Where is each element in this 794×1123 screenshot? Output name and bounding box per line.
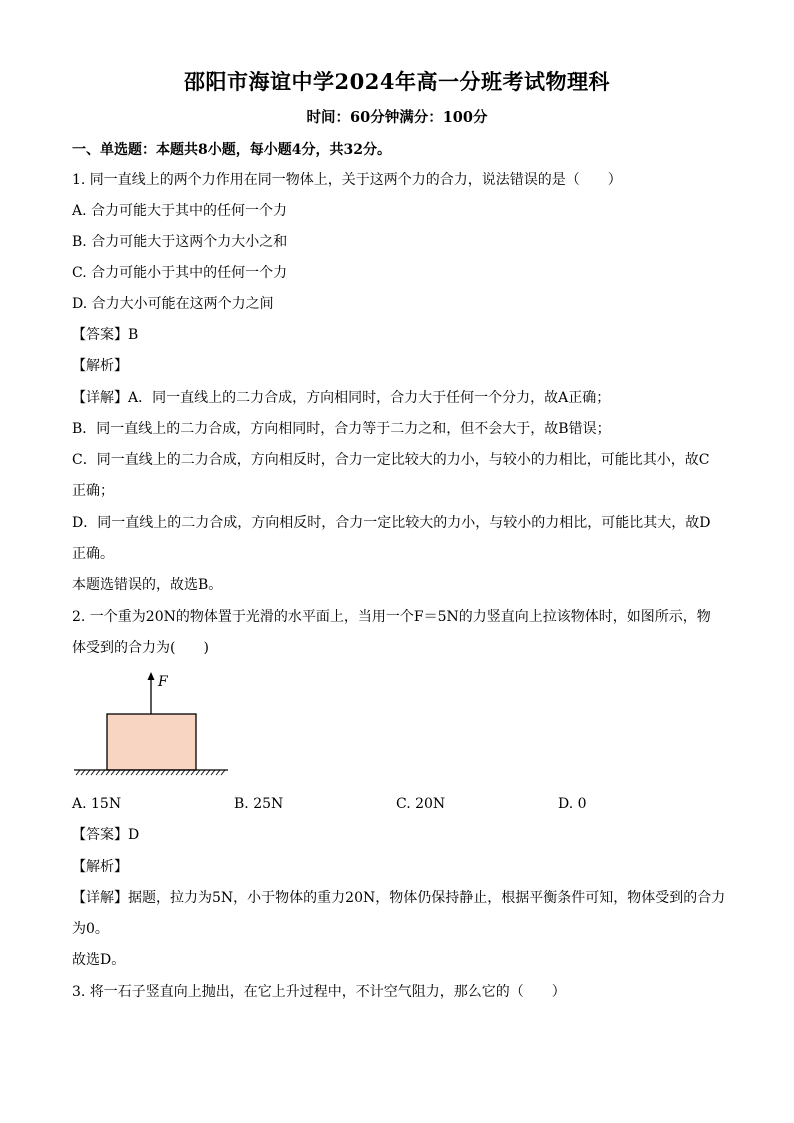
q1-detail-line: 正确； xyxy=(72,483,114,499)
q2-answer: 【答案】D xyxy=(72,827,140,843)
ground-hatching xyxy=(76,770,225,775)
q2-detail-line: 【详解】据题，拉力为5N，小于物体的重力20N，物体仍保持静止，根据平衡条件可知，物体受到的合力 xyxy=(72,890,726,906)
q2-choice-d: D. 0 xyxy=(558,796,587,812)
q1-option-a: A. 合力可能大于其中的任何一个力 xyxy=(72,203,288,219)
q2-stem-line: 体受到的合力为( ) xyxy=(72,640,209,656)
q1-detail-line: C．同一直线上的二力合成，方向相反时，合力一定比较大的力小，与较小的力相比，可能比其小，故C xyxy=(72,452,710,468)
q1-detail-line: 【详解】A．同一直线上的二力合成，方向相同时，合力大于任何一个分力，故A正确； xyxy=(72,390,611,406)
block xyxy=(107,714,196,770)
force-arrow-head xyxy=(148,672,155,680)
q2-choice-c: C. 20N xyxy=(396,796,446,812)
q1-option-d: D. 合力大小可能在这两个力之间 xyxy=(72,296,274,312)
force-label: F xyxy=(158,674,168,690)
exam-time-score: 时间：60分钟满分：100分 xyxy=(306,109,488,126)
q1-detail-line: 正确。 xyxy=(72,546,114,562)
q2-analysis-label: 【解析】 xyxy=(72,859,128,875)
q1-option-b: B. 合力可能大于这两个力大小之和 xyxy=(72,234,288,250)
q1-detail-line: D．同一直线上的二力合成，方向相反时，合力一定比较大的力小，与较小的力相比，可能比其大，故D xyxy=(72,515,711,531)
force-diagram xyxy=(70,668,232,778)
q2-conclusion: 故选D。 xyxy=(72,952,126,968)
q2-choice-b: B. 25N xyxy=(234,796,284,812)
q2-detail-line: 为0。 xyxy=(72,921,109,937)
page-title: 邵阳市海谊中学2024年高一分班考试物理科 xyxy=(184,69,610,94)
section-heading: 一、单选题：本题共8小题，每小题4分，共32分。 xyxy=(72,142,391,158)
q2-choice-a: A. 15N xyxy=(72,796,122,812)
q1-conclusion: 本题选错误的，故选B。 xyxy=(72,577,223,593)
q2-stem-line: 2. 一个重为20N的物体置于光滑的水平面上，当用一个F＝5N的力竖直向上拉该物体时，如图所示，物 xyxy=(72,609,711,625)
q1-detail-line: B．同一直线上的二力合成，方向相同时，合力等于二力之和，但不会大于，故B错误； xyxy=(72,421,611,437)
q3-stem: 3. 将一石子竖直向上抛出，在它上升过程中，不计空气阻力，那么它的（ ） xyxy=(72,984,566,1000)
q1-stem: 1. 同一直线上的两个力作用在同一物体上，关于这两个力的合力，说法错误的是（ ） xyxy=(72,172,622,188)
q1-option-c: C. 合力可能小于其中的任何一个力 xyxy=(72,265,288,281)
q1-analysis-label: 【解析】 xyxy=(72,358,128,374)
q1-answer: 【答案】B xyxy=(72,327,139,343)
